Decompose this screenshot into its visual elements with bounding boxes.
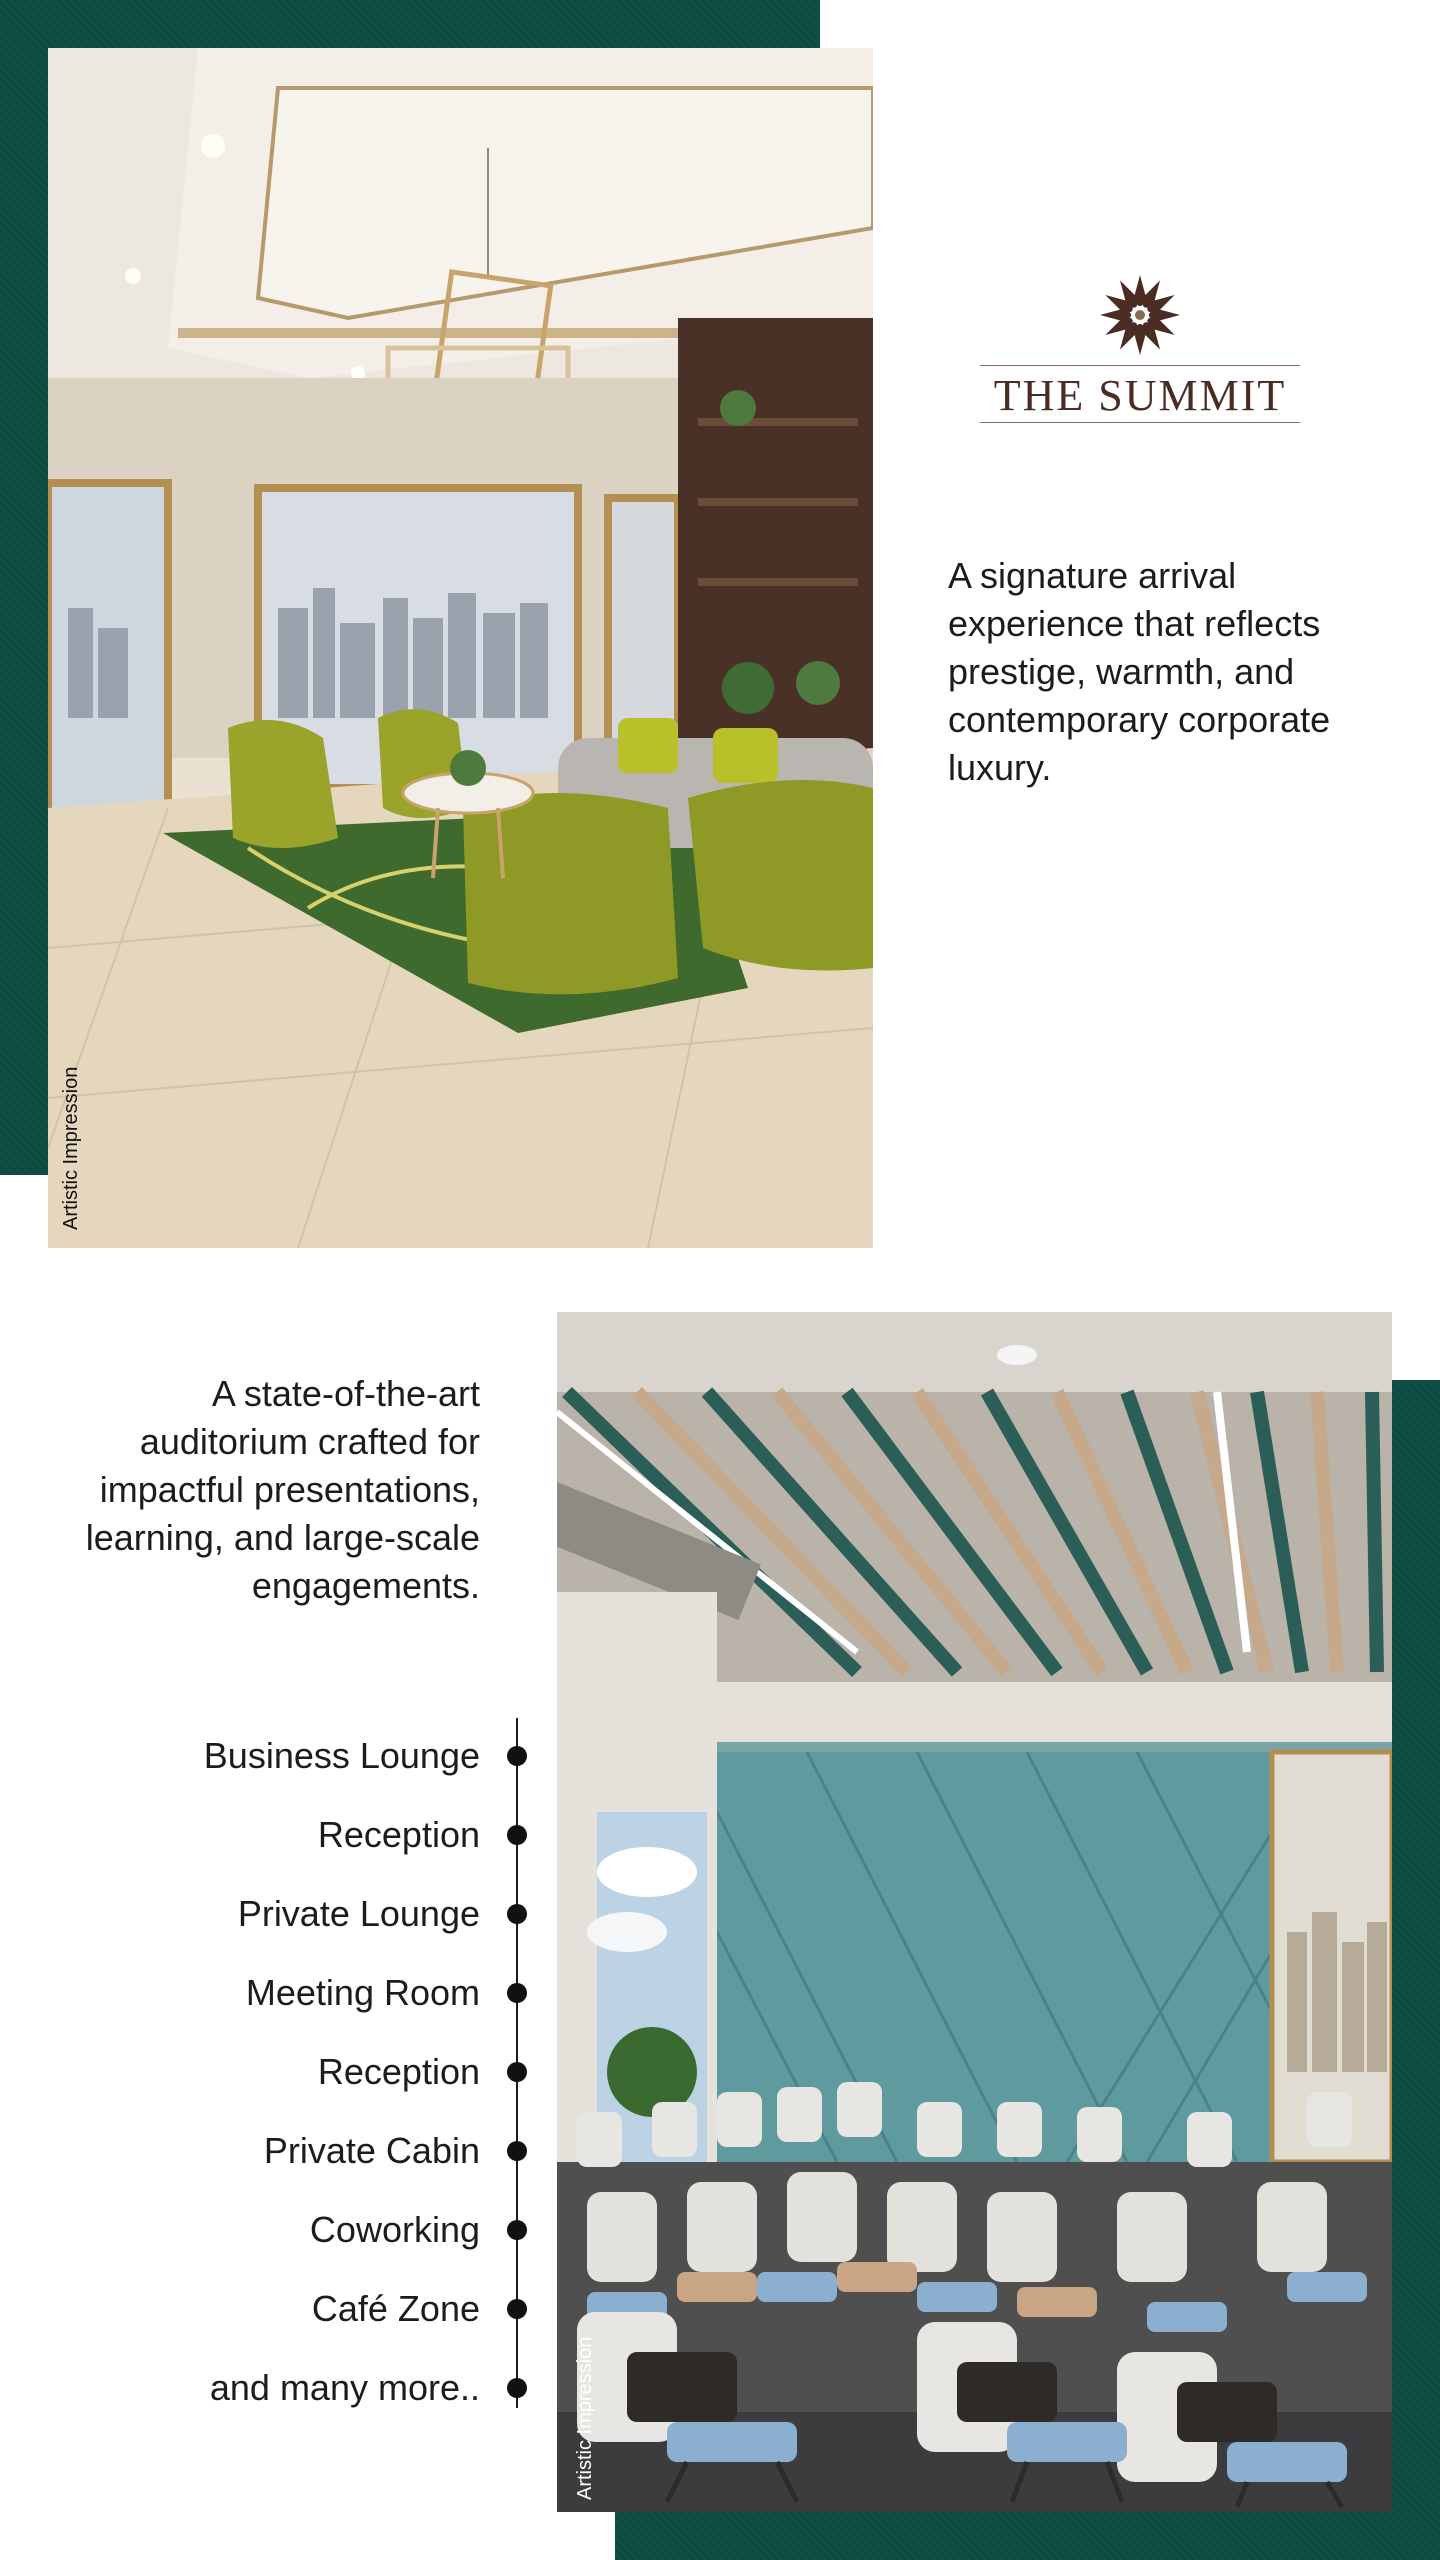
lounge-description: A signature arrival experience that reflects prestige, warmth, and contemporary corporate luxury. xyxy=(948,555,1331,788)
logo-rule-top xyxy=(980,365,1300,366)
timeline-dot xyxy=(507,1983,527,2003)
auditorium-watermark: Artistic Impression xyxy=(574,2336,596,2500)
logo-rule-bottom xyxy=(980,422,1300,423)
list-item: Reception xyxy=(317,2051,480,2092)
timeline-dot xyxy=(507,1904,527,1924)
lounge-render-image xyxy=(48,48,873,1248)
timeline-dot xyxy=(507,2299,527,2319)
timeline-dot xyxy=(507,2062,527,2082)
list-item: and many more.. xyxy=(209,2367,480,2408)
brand-logo xyxy=(975,270,1305,430)
sunburst-emblem-icon xyxy=(1095,270,1185,360)
lounge-watermark: Artistic Impression xyxy=(60,1066,82,1230)
list-item: Private Cabin xyxy=(263,2130,480,2171)
list-item: Business Lounge xyxy=(203,1735,480,1776)
auditorium-description: A state-of-the-art auditorium crafted for impactful presentations, learning, and large-scale engagements. xyxy=(85,1373,480,1606)
timeline-dot xyxy=(507,2141,527,2161)
brand-name: THE SUMMIT xyxy=(993,371,1287,420)
timeline-dot xyxy=(507,1746,527,1766)
list-item: Private Lounge xyxy=(237,1893,480,1934)
list-item: Café Zone xyxy=(311,2288,480,2329)
timeline-dot xyxy=(507,1825,527,1845)
list-item: Reception xyxy=(317,1814,480,1855)
auditorium-render-image xyxy=(557,1312,1392,2512)
list-item: Meeting Room xyxy=(245,1972,480,2013)
timeline-dot xyxy=(507,2378,527,2398)
timeline-dot xyxy=(507,2220,527,2240)
list-item: Coworking xyxy=(309,2209,480,2250)
